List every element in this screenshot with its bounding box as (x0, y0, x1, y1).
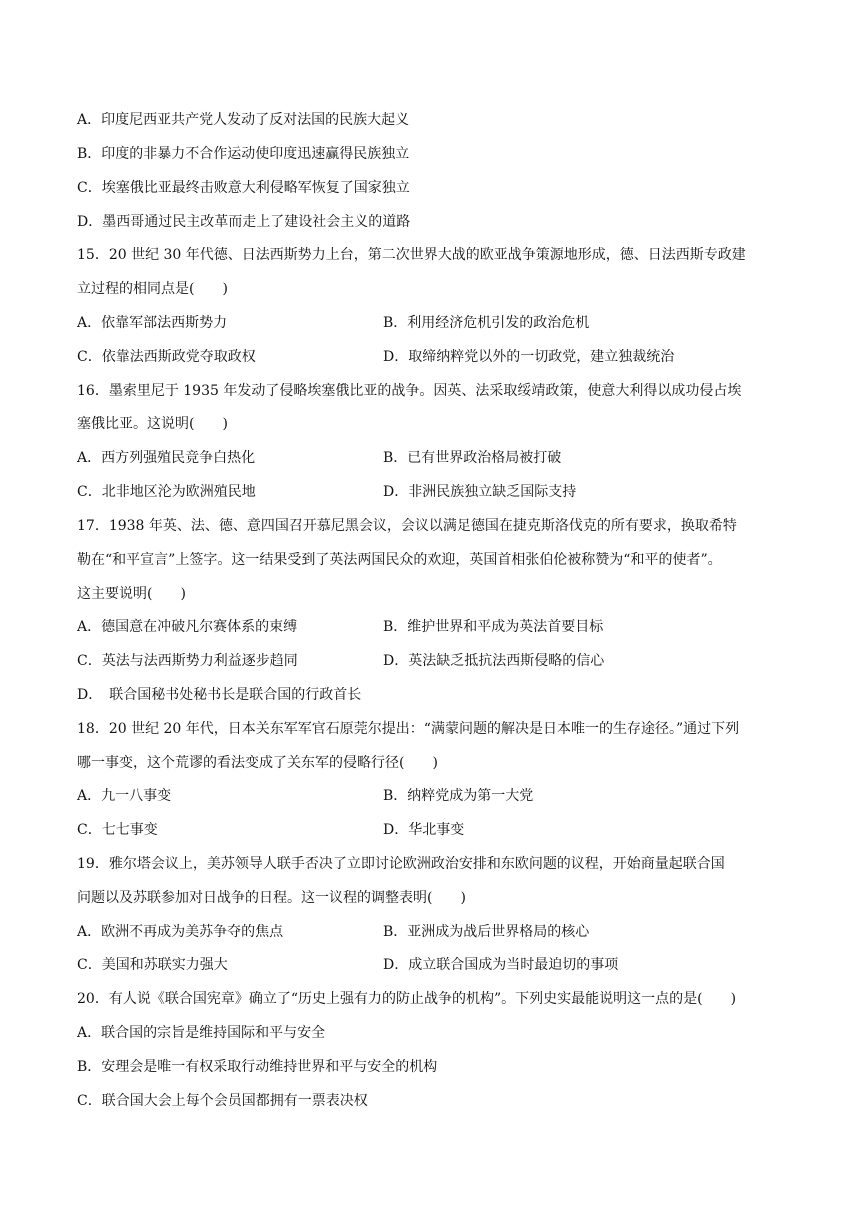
question-19-option-a: A．欧洲不再成为美苏争夺的焦点 (77, 924, 284, 940)
question-15-line-1: 15．20 世纪 30 年代德、日法西斯势力上台，第二次世界大战的欧亚战争策源地形成，德、日法西斯专政建 (77, 247, 746, 263)
question-18-option-c: C．七七事变 (77, 822, 158, 838)
question-18-option-b: B．纳粹党成为第一大党 (383, 788, 534, 804)
question-17-option-d: D．英法缺乏抵抗法西斯侵略的信心 (383, 653, 605, 669)
question-17-line-2: 勒在“和平宣言”上签字。这一结果受到了英法两国民众的欢迎，英国首相张伯伦被称赞为“和平的使者”。 (77, 552, 722, 568)
question-20-option-c: C．联合国大会上每个会员国都拥有一票表决权 (77, 1093, 368, 1109)
question-16-option-a: A．西方列强殖民竞争白热化 (77, 450, 256, 466)
option-prev-b: B．印度的非暴力不合作运动使印度迅速赢得民族独立 (77, 146, 410, 162)
question-17-option-a: A．德国意在冲破凡尔赛体系的束缚 (77, 619, 298, 635)
question-15-line-2: 立过程的相同点是( ) (77, 281, 228, 297)
question-17-line-1: 17．1938 年英、法、德、意四国召开慕尼黑会议，会议以满足德国在捷克斯洛伐克的所有要求，换取希特 (77, 518, 737, 534)
option-prev-c: C．埃塞俄比亚最终击败意大利侵略军恢复了国家独立 (77, 180, 410, 196)
question-18-option-d: D．华北事变 (383, 822, 465, 838)
question-19-option-c: C．美国和苏联实力强大 (77, 957, 228, 973)
question-19-option-d: D．成立联合国成为当时最迫切的事项 (383, 957, 619, 973)
question-20-option-a: A．联合国的宗旨是维持国际和平与安全 (77, 1025, 326, 1041)
question-16-option-d: D．非洲民族独立缺乏国际支持 (383, 484, 577, 500)
question-18-option-a: A．九一八事变 (77, 788, 172, 804)
question-18-line-1: 18．20 世纪 20 年代，日本关东军军官石原莞尔提出：“满蒙问题的解决是日本唯一的生存途径。”通过下列 (77, 721, 740, 737)
stray-option-line: D． 联合国秘书处秘书长是联合国的行政首长 (77, 687, 362, 703)
question-16-option-b: B．已有世界政治格局被打破 (383, 450, 562, 466)
question-16-line-1: 16．墨索里尼于 1935 年发动了侵略埃塞俄比亚的战争。因英、法采取绥靖政策，使意大利得以成功侵占埃 (77, 383, 742, 399)
question-20-option-b: B．安理会是唯一有权采取行动维持世界和平与安全的机构 (77, 1059, 438, 1075)
question-15-option-b: B．利用经济危机引发的政治危机 (383, 315, 590, 331)
question-20-line-1: 20．有人说《联合国宪章》确立了“历史上强有力的防止战争的机构”。下列史实最能说明这一点的是( ) (77, 991, 737, 1007)
question-15-option-c: C．依靠法西斯政党夺取政权 (77, 349, 256, 365)
question-19-option-b: B．亚洲成为战后世界格局的核心 (383, 924, 590, 940)
question-19-line-2: 问题以及苏联参加对日战争的日程。这一议程的调整表明( ) (77, 890, 466, 906)
question-15-option-a: A．依靠军部法西斯势力 (77, 315, 228, 331)
option-prev-d: D．墨西哥通过民主改革而走上了建设社会主义的道路 (77, 214, 411, 230)
question-19-line-1: 19．雅尔塔会议上，美苏领导人联手否决了立即讨论欧洲政治安排和东欧问题的议程，开始商量起联合国 (77, 856, 725, 872)
question-15-option-d: D．取缔纳粹党以外的一切政党，建立独裁统治 (383, 349, 675, 365)
option-prev-a: A．印度尼西亚共产党人发动了反对法国的民族大起义 (77, 112, 410, 128)
question-17-line-3: 这主要说明( ) (77, 586, 186, 602)
question-16-option-c: C．北非地区沦为欧洲殖民地 (77, 484, 256, 500)
question-18-line-2: 哪一事变，这个荒谬的看法变成了关东军的侵略行径( ) (77, 755, 438, 771)
question-17-option-b: B．维护世界和平成为英法首要目标 (383, 619, 604, 635)
question-17-option-c: C．英法与法西斯势力利益逐步趋同 (77, 653, 298, 669)
question-16-line-2: 塞俄比亚。这说明( ) (77, 416, 228, 432)
